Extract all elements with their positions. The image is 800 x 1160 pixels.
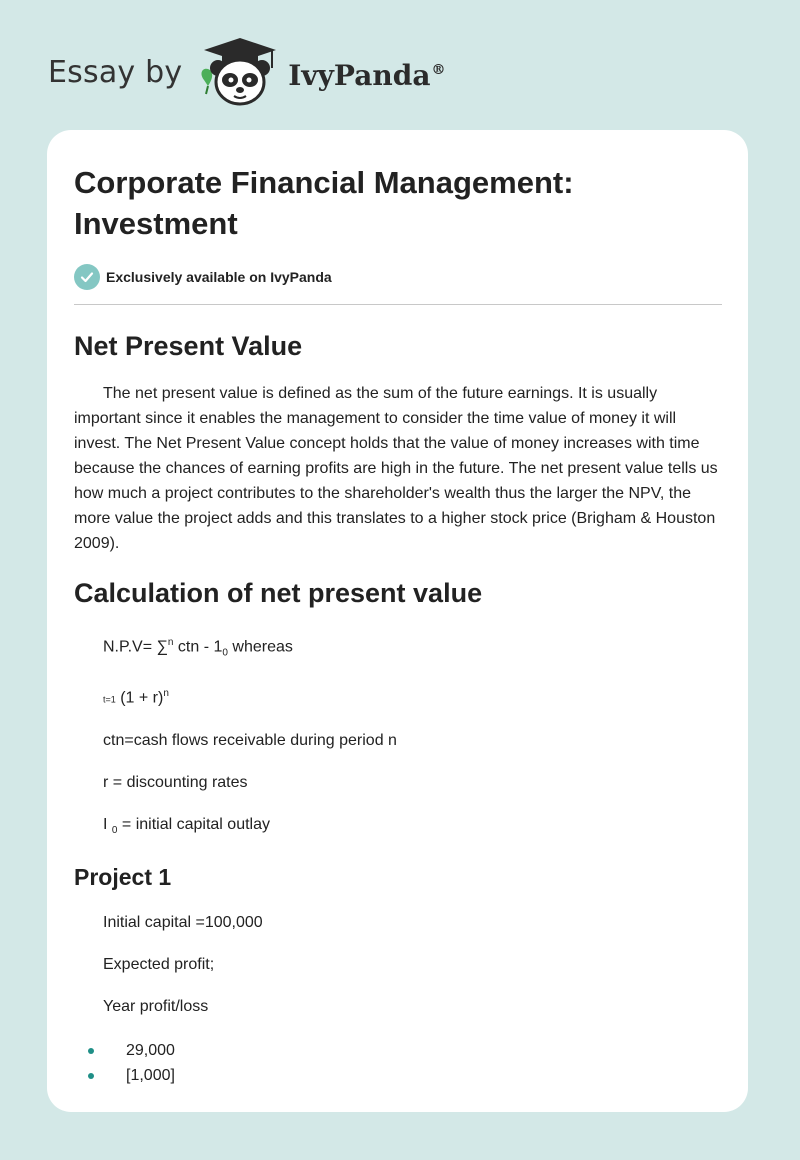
list-item: 29,000 bbox=[74, 1038, 722, 1063]
exclusive-badge bbox=[74, 264, 722, 290]
panda-logo-icon bbox=[196, 36, 284, 108]
essay-by-label: Essay by bbox=[48, 54, 183, 90]
npv-formula-denominator: t=1 $(1 + r)^n$ bbox=[103, 687, 169, 706]
section-heading-calculation: Calculation of net present value bbox=[74, 578, 483, 608]
section-heading-npv: Net Present Value bbox=[74, 331, 303, 361]
initial-capital: Initial capital =100,000 bbox=[103, 914, 263, 932]
document-title: Corporate Financial Management: Investment bbox=[74, 165, 574, 241]
definition-r: r = discounting rates bbox=[103, 773, 248, 791]
badge-label: Exclusively available on IvyPanda bbox=[106, 269, 332, 285]
definition-ctn: ctn=cash flows receivable during period n bbox=[103, 731, 397, 749]
bullet-icon bbox=[88, 1073, 94, 1079]
year-profit-loss: Year profit/loss bbox=[103, 998, 209, 1016]
bullet-icon bbox=[88, 1048, 94, 1054]
definition-i0: I $_0$ = initial capital outlay bbox=[103, 815, 270, 837]
npv-formula: N.P.V= ∑$^n$ ctn - $1_0$ whereas bbox=[103, 637, 293, 659]
check-circle-icon bbox=[74, 264, 100, 290]
document-card bbox=[47, 130, 748, 1112]
registered-mark: ® bbox=[431, 62, 446, 79]
npv-paragraph: The net present value is defined as the sum of the future earnings. It is usually important since it enables the management to consider the time value of money it will invest. The Net Present Value concept holds that the value of money increases with time because the chances of earning profits are high in the future. The net present value tells us how much a project contributes to the shareholder's wealth thus the larger the NPV, the more value the project adds and this translates to a higher stock price (Brigham & Houston 2009). bbox=[74, 385, 718, 552]
profit-list bbox=[74, 1038, 722, 1088]
section-heading-project-1: Project 1 bbox=[74, 864, 172, 891]
divider bbox=[74, 304, 722, 305]
brand-name: IvyPanda® bbox=[288, 58, 446, 92]
site-header bbox=[48, 36, 445, 108]
list-item: [1,000] bbox=[74, 1063, 722, 1088]
expected-profit: Expected profit; bbox=[103, 956, 215, 974]
